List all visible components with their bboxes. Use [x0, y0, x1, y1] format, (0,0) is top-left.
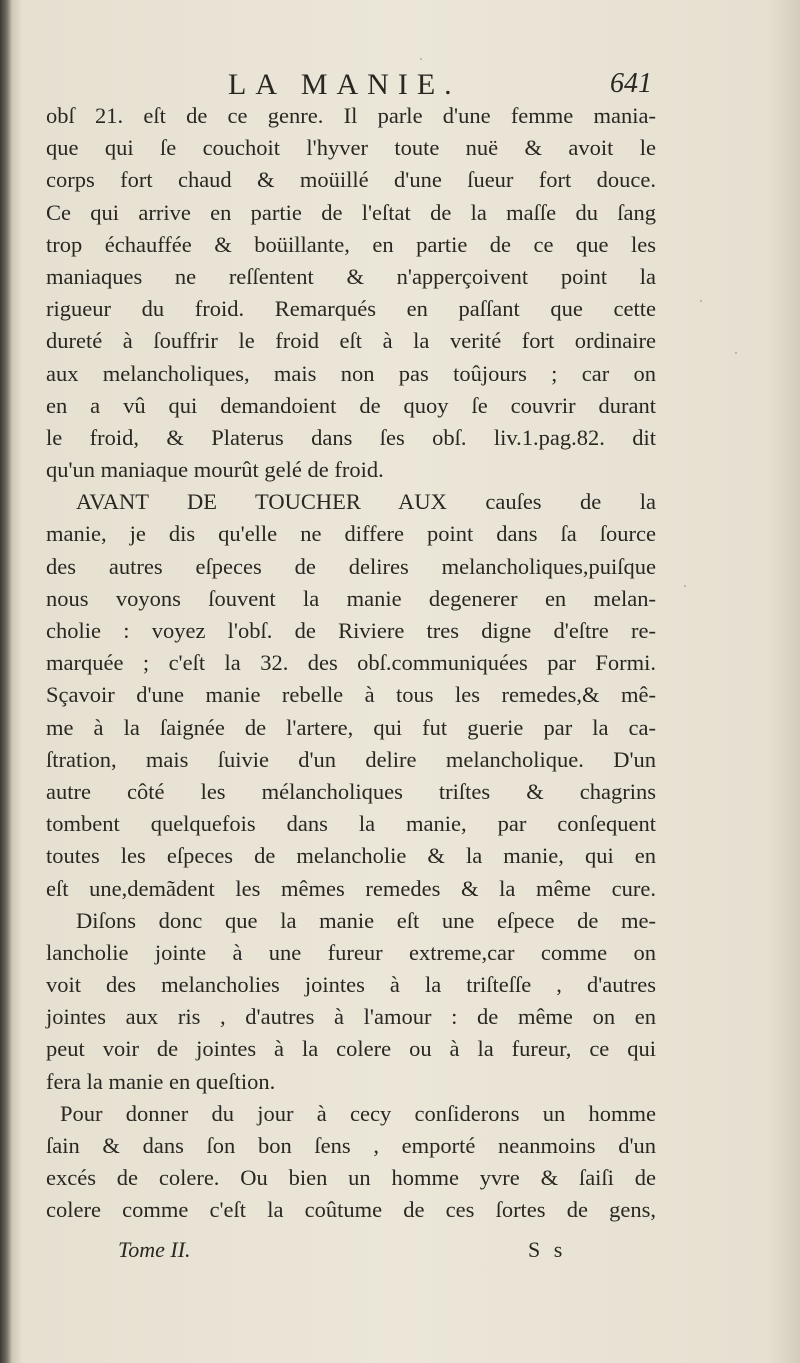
- text-line: fera la manie en queſtion.: [46, 1068, 276, 1094]
- text-line: corps fort chaud & moüillé d'une ſueur fort douce.: [46, 167, 656, 193]
- text-line: Pour donner du jour à cecy conſiderons un homme: [60, 1100, 656, 1126]
- text-line: des autres eſpeces de delires melancholiques,puiſque: [46, 553, 656, 579]
- text-line: qu'un maniaque mourût gelé de froid.: [46, 457, 384, 483]
- text-line: Diſons donc que la manie eſt une eſpece de me-: [76, 907, 656, 933]
- running-title: LA MANIE.: [228, 68, 461, 101]
- text-line: jointes aux ris , d'autres à l'amour : de même on en: [46, 1004, 656, 1030]
- page-footer: [0, 1237, 800, 1277]
- text-line: toutes les eſpeces de melancholie & la manie, qui en: [46, 843, 656, 869]
- text-line: ſain & dans ſon bon ſens , emporté neanmoins d'un: [46, 1133, 656, 1158]
- body-text: [46, 100, 656, 1227]
- text-line: trop échauffée & boüillante, en partie de ce que les: [46, 231, 656, 257]
- text-line: manie, je dis qu'elle ne differe point dans ſa ſource: [46, 521, 656, 547]
- text-line: le froid, & Platerus dans ſes obſ. liv.1.pag.82. dit: [46, 424, 656, 450]
- text-line: en a vû qui demandoient de quoy ſe couvrir durant: [46, 392, 656, 418]
- text-line: ſtration, mais ſuivie d'un delire melancholique. D'un: [46, 746, 656, 772]
- text-line: aux melancholiques, mais non pas toûjours ; car on: [46, 360, 656, 386]
- text-line: peut voir de jointes à la colere ou à la fureur, ce qui: [46, 1036, 656, 1062]
- text-line: dureté à ſouffrir le froid eſt à la verité fort ordinaire: [46, 328, 656, 354]
- text-line: Ce qui arrive en partie de l'eſtat de la maſſe du ſang: [46, 199, 656, 225]
- text-line: me à la ſaignée de l'artere, qui fut guerie par la ca-: [46, 714, 656, 740]
- text-line: rigueur du froid. Remarqués en paſſant que cette: [46, 296, 656, 322]
- binding-gutter: [0, 0, 12, 1363]
- volume-mark: Tome II.: [118, 1237, 191, 1262]
- text-line: que qui ſe couchoit l'hyver toute nuë & avoit le: [46, 135, 656, 161]
- text-line: marquée ; c'eſt la 32. des obſ.communiquées par Formi.: [46, 650, 656, 676]
- paper-speck: [420, 58, 422, 60]
- page-number: 641: [610, 68, 652, 99]
- text-line: cholie : voyez l'obſ. de Riviere tres digne d'eſtre re-: [46, 618, 656, 643]
- signature-mark: S s: [528, 1237, 567, 1262]
- text-line: voit des melancholies jointes à la triſteſſe , d'autres: [46, 972, 656, 998]
- paper-speck: [700, 300, 702, 302]
- text-line: maniaques ne reſſentent & n'apperçoivent point la: [46, 263, 656, 289]
- paper-speck: [735, 352, 737, 354]
- text-line: AVANT DE TOUCHER AUX cauſes de la: [76, 489, 656, 515]
- text-line: autre côté les mélancholiques triſtes & chagrins: [46, 778, 656, 804]
- text-line: excés de colere. Ou bien un homme yvre & ſaiſi de: [46, 1165, 656, 1191]
- text-line: lancholie jointe à une fureur extreme,car comme on: [46, 939, 656, 965]
- text-line: tombent quelquefois dans la manie, par conſequent: [46, 811, 656, 837]
- text-line: obſ 21. eſt de ce genre. Il parle d'une femme mania-: [46, 103, 656, 128]
- text-line: nous voyons ſouvent la manie degenerer en melan-: [46, 585, 656, 611]
- text-line: eſt une,demãdent les mêmes remedes & la même cure.: [46, 875, 656, 901]
- text-line: Sçavoir d'une manie rebelle à tous les remedes,& mê-: [46, 682, 656, 708]
- paper-speck: [684, 585, 686, 587]
- text-line: colere comme c'eſt la coûtume de ces ſortes de gens,: [46, 1197, 656, 1223]
